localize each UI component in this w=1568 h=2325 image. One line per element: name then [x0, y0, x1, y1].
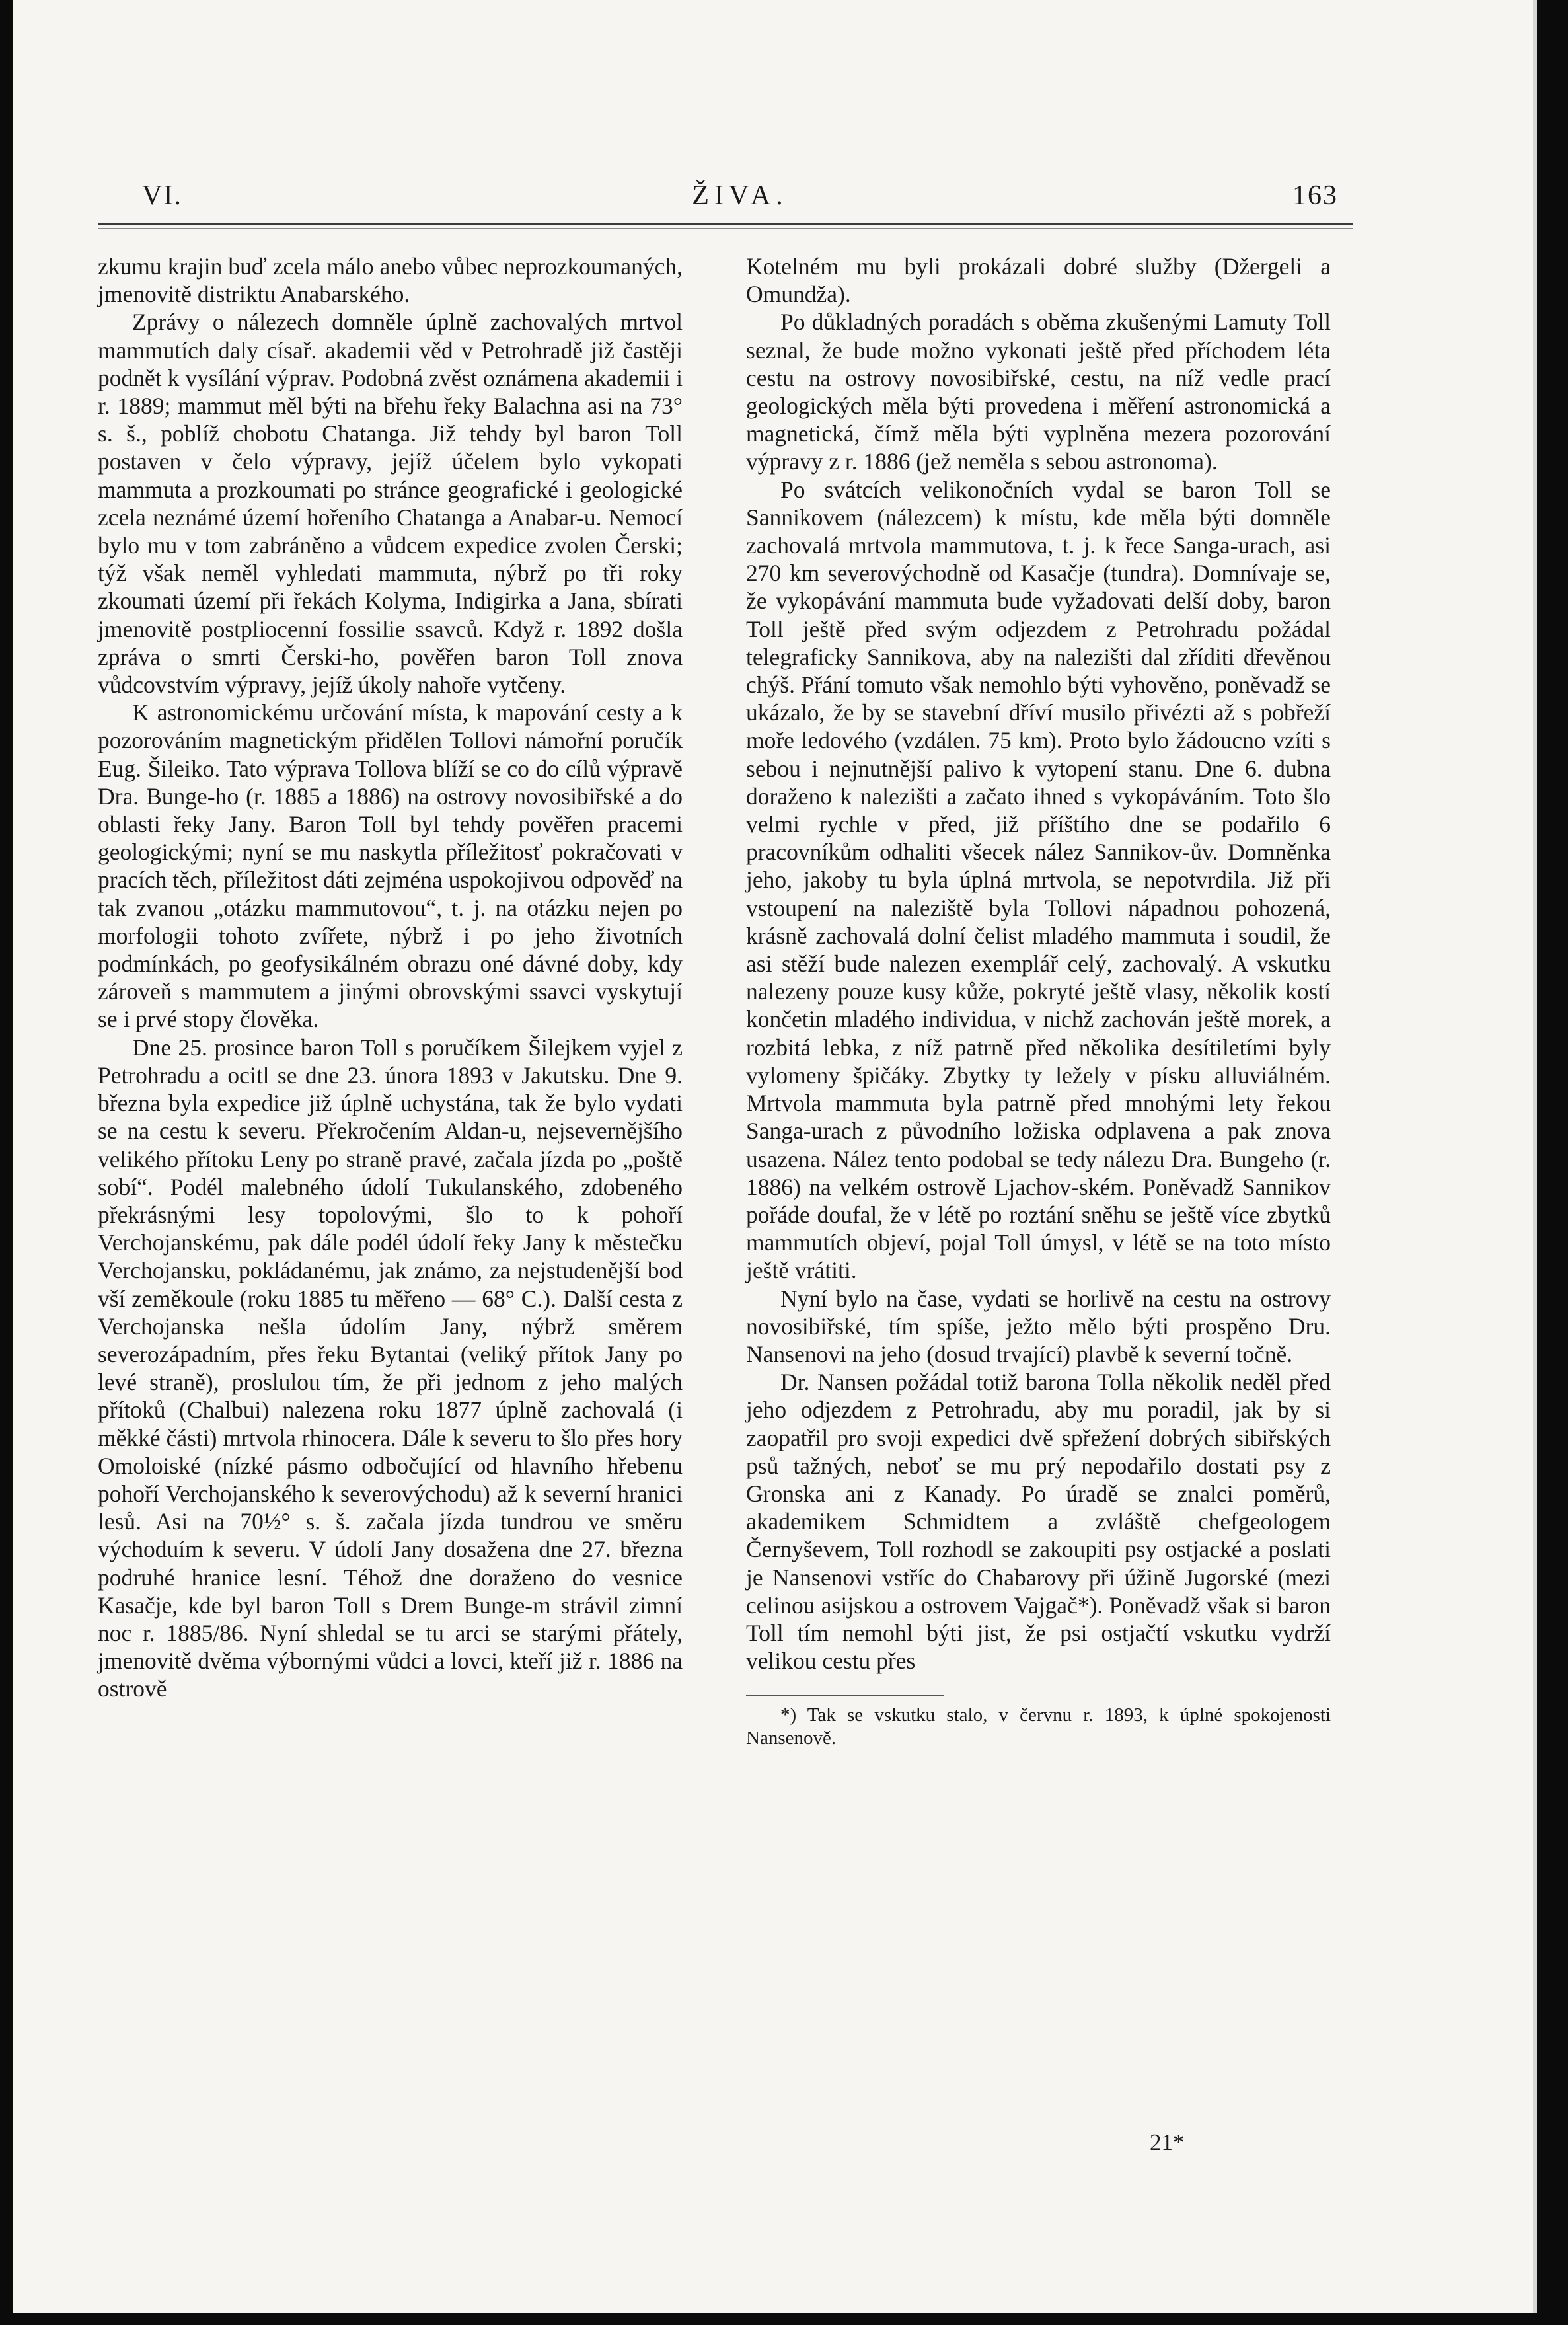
running-header: [142, 180, 1338, 219]
paragraph: K astronomickému určování místa, k mapování cesty a k pozorováním magnetickým přidělen Tollovi námořní poručík Eug. Šileiko. Tato výprava Tollova blíží se co do cílů výpravě Dra. Bunge-ho (r. 1885 a 1886) na ostrovy novosibiřské a do oblasti řeky Jany. Baron Toll byl tehdy pověřen pracemi geologickými; nyní se mu naskytla příležitosť pokračovati v pracích těch, příležitost dáti zejména uspokojivou odpověď na tak zvanou „otázku mammutovou“, t. j. na otázku nejen po morfologii tohoto zvířete, nýbrž i po jeho životních podmínkách, po geofysikálném obrazu oné dávné doby, kdy zároveň s mammutem a jinými obrovskými ssavci vyskytují se i prvé stopy člověka.: [98, 699, 683, 1033]
paragraph: Zprávy o nálezech domněle úplně zachovalých mrtvol mammutích daly císař. akademii věd v Petrohradě již častěji podnět k vysílání výprav. Podobná zvěst oznámena akademii i r. 1889; mammut měl býti na břehu řeky Balachna asi na 73° s. š., poblíž chobotu Chatanga. Již tehdy byl baron Toll postaven v čelo výpravy, jejíž účelem bylo vykopati mammuta a prozkoumati po stránce geografické i geologické zcela neznámé území hořeního Chatanga a Anabar-u. Nemocí bylo mu v tom zabráněno a vůdcem expedice zvolen Čerski; týž však neměl vyhledati mammuta, nýbrž po tři roky zkoumati území při řekách Kolyma, Indigirka a Jana, sbírati jmenovitě postpliocenní fossilie ssavců. Když r. 1892 došla zpráva o smrti Čerski-ho, pověřen baron Toll znova vůdcovstvím výpravy, jejíž úkoly nahoře vytčeny.: [98, 309, 683, 699]
printer-signature: 21*: [1150, 2129, 1185, 2155]
left-column: [98, 252, 683, 1703]
paragraph: Dne 25. prosince baron Toll s poručíkem Šilejkem vyjel z Petrohradu a ocitl se dne 23. února 1893 v Jakutsku. Dne 9. března byla expedice již úplně uchystána, tak že bylo vydati se na cestu k severu. Překročením Aldan-u, nejsevernějšího velikého přítoku Leny po straně pravé, začala jízda po „poště sobí“. Podél malebného údolí Tukulanského, zdobeného překrásnými lesy topolovými, šlo to k pohoří Verchojanskému, pak dále podél údolí řeky Jany k městečku Verchojansku, pokládanému, jak známo, za nejstudenější bod vší zeměkoule (roku 1885 tu měřeno — 68° C.). Další cesta z Verchojanska nešla údolím Jany, nýbrž směrem severozápadním, přes řeku Bytantai (veliký přítok Jany po levé straně), proslulou tím, že při jednom z jeho malých přítoků (Chalbui) nalezena roku 1877 úplně zachovalá (i měkké části) mrtvola rhinocera. Dále k severu to šlo přes hory Omoloiské (nízké pásmo odbočující od hlavního hřebenu pohoří Verchojanského k severovýchodu) až k severní hranici lesů. Asi na 70½° s. š. začala jízda tundrou ve směru východuím k severu. V údolí Jany dosažena dne 27. března podruhé hranice lesní. Téhož dne doraženo do vesnice Kasačje, kde byl baron Toll s Drem Bunge-m strávil zimní noc r. 1885/86. Nyní shledal se tu arci se starými přátely, jmenovitě dvěma výbornými vůdci a lovci, kteří již r. 1886 na ostrově: [98, 1034, 683, 1702]
header-rule: [98, 223, 1353, 225]
paragraph: zkumu krajin buď zcela málo anebo vůbec neprozkoumaných, jmenovitě distriktu Anabarského.: [98, 253, 683, 308]
page: [13, 0, 1537, 2313]
volume-number: VI.: [142, 180, 182, 211]
right-column: [746, 252, 1331, 1750]
footnote-rule: [746, 1695, 944, 1696]
paragraph: Po svátcích velikonočních vydal se baron Toll se Sannikovem (nálezcem) k místu, kde měla býti domněle zachovalá mrtvola mammutova, t. j. k řece Sanga-urach, asi 270 km severovýchodně od Kasačje (tundra). Domnívaje se, že vykopávání mammuta bude vyžadovati delší doby, baron Toll ještě před svým odjezdem z Petrohradu požádal telegraficky Sannikova, aby na nalezišti dal zříditi dřevěnou chýš. Přání tomuto však nemohlo býti vyhověno, poněvadž se ukázalo, že by se stavební dříví musilo přivézti až s pobřeží moře ledového (vzdálen. 75 km). Proto bylo žádoucno vzíti s sebou i nejnutnější palivo k vytopení stanu. Dne 6. dubna doraženo k nalezišti a začato ihned s vykopáváním. Toto šlo velmi rychle v před, již příštího dne se podařilo 6 pracovníkům odhaliti všecek nález Sannikov-ův. Domněnka jeho, jakoby tu byla úplná mrtvola, se nepotvrdila. Již při vstoupení na naleziště byla Tollovi nápadnou pohozená, krásně zachovalá dolní čelist mladého mammuta i soudil, že asi stěží bude nalezen exemplář celý, zachovalý. A vskutku nalezeny pouze kusy kůže, pokryté ještě vlasy, několik kostí končetin mladého individua, v nichž zachován ještě morek, a rozbitá lebka, z níž patrně před několika desítiletími byly vylomeny špičáky. Zbytky ty ležely v písku alluviálném. Mrtvola mammuta byla patrně před mnohými lety řekou Sanga-urach z původního ložiska odplavena a pak znova usazena. Nález tento podobal se tedy nálezu Dra. Bungeho (r. 1886) na velkém ostrově Ljachov-ském. Poněvadž Sannikov pořáde doufal, že v létě po roztání sněhu se ještě více zbytků mammutích objeví, pojal Toll úmysl, v létě se na toto místo ještě vrátiti.: [746, 476, 1331, 1284]
footnote: *) Tak se vskutku stalo, v červnu r. 1893, k úplné spokojenosti Nansenově.: [746, 1704, 1331, 1749]
paragraph: Kotelném mu byli prokázali dobré služby (Džergeli a Omundža).: [746, 253, 1331, 308]
paragraph: Dr. Nansen požádal totiž barona Tolla několik neděl před jeho odjezdem z Petrohradu, aby mu poradil, jak by si zaopatřil pro svoji expedici dvě spřežení dobrých sibiřských psů tažných, neboť se mu prý nepodařilo dostati psy z Gronska ani z Kanady. Po úradě se znalci poměrů, akademikem Schmidtem a zvláště chefgeologem Černyševem, Toll rozhodl se zakoupiti psy ostjacké a poslati je Nansenovi vstříc do Chabarovy při úžině Jugorské (mezi celinou asijskou a ostrovem Vajgač*). Poněvadž však si baron Toll tím nemohl býti jist, že psi ostjačtí vskutku vydrží velikou cestu přes: [746, 1369, 1331, 1675]
page-number: 163: [1292, 180, 1338, 211]
paragraph: Nyní bylo na čase, vydati se horlivě na cestu na ostrovy novosibiřské, tím spíše, ježto mělo býti prospěno Dru. Nansenovi na jeho (dosud trvající) plavbě k severní točně.: [746, 1285, 1331, 1367]
paragraph: Po důkladných poradách s oběma zkušenými Lamuty Toll seznal, že bude možno vykonati ještě před příchodem léta cestu na ostrovy novosibiřské, cestu, na níž vedle prací geologických měla býti provedena i měření astronomická a magnetická, čímž měla býti vyplněna mezera pozorování výpravy z r. 1886 (jež neměla s sebou astronoma).: [746, 309, 1331, 475]
journal-title: ŽIVA.: [692, 180, 788, 211]
header-rule-thin: [98, 228, 1353, 229]
